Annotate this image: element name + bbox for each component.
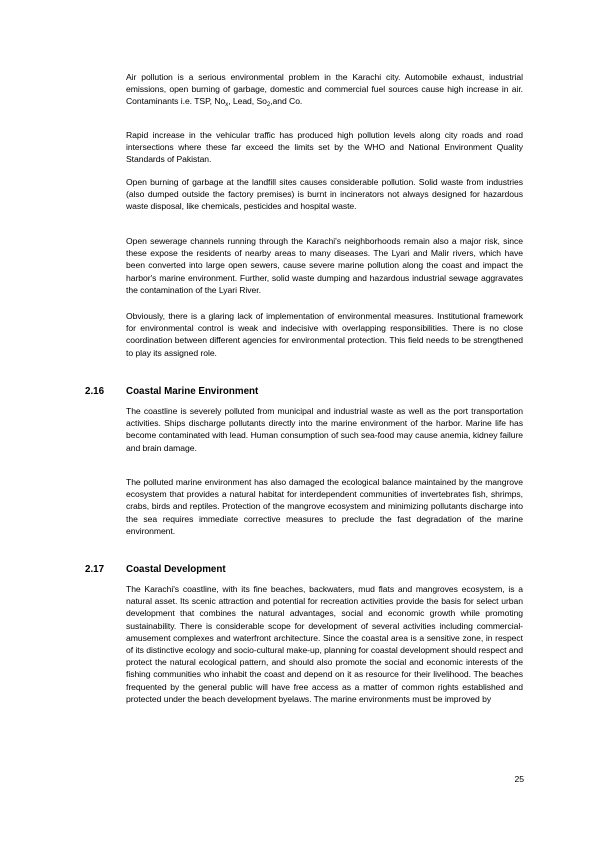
section-title-coastal-development: Coastal Development [126, 564, 226, 575]
paragraph-open-sewerage: Open sewerage channels running through the Karachi's neighborhoods remain also a major risk, since these expose the residents of nearby areas to many diseases. The Lyari and Malir rivers, which have been converted into large open sewers, cause severe marine pollution along the coast and impact the harbor's marine environment. Further, solid waste dumping and hazardous industrial sewage aggravates the contamination of the Lyari River. [126, 236, 523, 295]
paragraph-garbage-burning: Open burning of garbage at the landfill sites causes considerable pollution. Solid waste from industries (also dumped outside the factory premises) is burnt in incinerators not always designed for hazardous waste disposal, like chemicals, pesticides and hospital waste. [126, 177, 523, 212]
paragraph-air-pollution [126, 71, 523, 108]
subscript-x: x [225, 102, 229, 109]
paragraph-air-pollution-text-c: ,and Co. [270, 96, 303, 107]
paragraph-lack-of-implementation: Obviously, there is a glaring lack of implementation of environmental measures. Institutional framework for environmental control is weak and indecisive with overlapping responsibilities. There is no close coordination between different agencies for environmental protection. This field needs to be strengthened to play its assigned role. [126, 311, 523, 358]
paragraph-karachi-coastline: The Karachi's coastline, with its fine beaches, backwaters, mud flats and mangroves ecosystem, is a natural asset. Its scenic attraction and potential for recreation activities provide the basis for select urban development that combines the natural advantages, social and economic growth while promoting sustainability. There is considerable scope for development of several activities including commercial-amusement complexes and waterfront architecture. Since the coastal area is a sensitive zone, in respect of its distinctive ecology and socio-cultural make-up, planning for coastal development should respect and protect the natural ecological pattern, and should also promote the social and economic interests of the fishing communities who inhabit the coast and depend on it as resource for their livelihood. The beaches frequented by the general public will have free access as a matter of common rights established and protected under the beach development byelaws. The marine environments must be improved by [126, 584, 523, 704]
subscript-2: 2 [266, 102, 271, 109]
paragraph-air-pollution-text-a: Air pollution is a serious environmental problem in the Karachi city. Automobile exhaust, industrial emissions, open burning of garbage, domestic and commercial fuel sources cause high increase in air. Contaminants i.e. TSP, No [126, 72, 523, 107]
paragraph-air-pollution-text-b: , Lead, So [228, 96, 267, 107]
paragraph-mangrove-ecosystem: The polluted marine environment has also damaged the ecological balance maintained by the mangrove ecosystem that provides a natural habitat for interdependent communities of invertebrates fish, shrimps, crabs, birds and reptiles. Protection of the mangrove ecosystem and minimizing pollutants discharge into the sea requires immediate corrective measures to preclude the fast degradation of the marine environment. [126, 477, 523, 536]
section-number-2-17: 2.17 [85, 564, 105, 575]
section-number-2-16: 2.16 [85, 386, 105, 397]
section-title-coastal-marine-environment: Coastal Marine Environment [126, 386, 259, 397]
page-number: 25 [514, 774, 524, 784]
paragraph-coastline-polluted: The coastline is severely polluted from municipal and industrial waste as well as the port transportation activities. Ships discharge pollutants directly into the marine environment of the harbor. Marine life has become contaminated with lead. Human consumption of such sea-food may cause anemia, kidney failure and brain damage. [126, 406, 523, 453]
paragraph-vehicular-traffic: Rapid increase in the vehicular traffic has produced high pollution levels along city roads and road intersections where these far exceed the limits set by the WHO and National Environment Quality Standards of Pakistan. [126, 130, 523, 165]
